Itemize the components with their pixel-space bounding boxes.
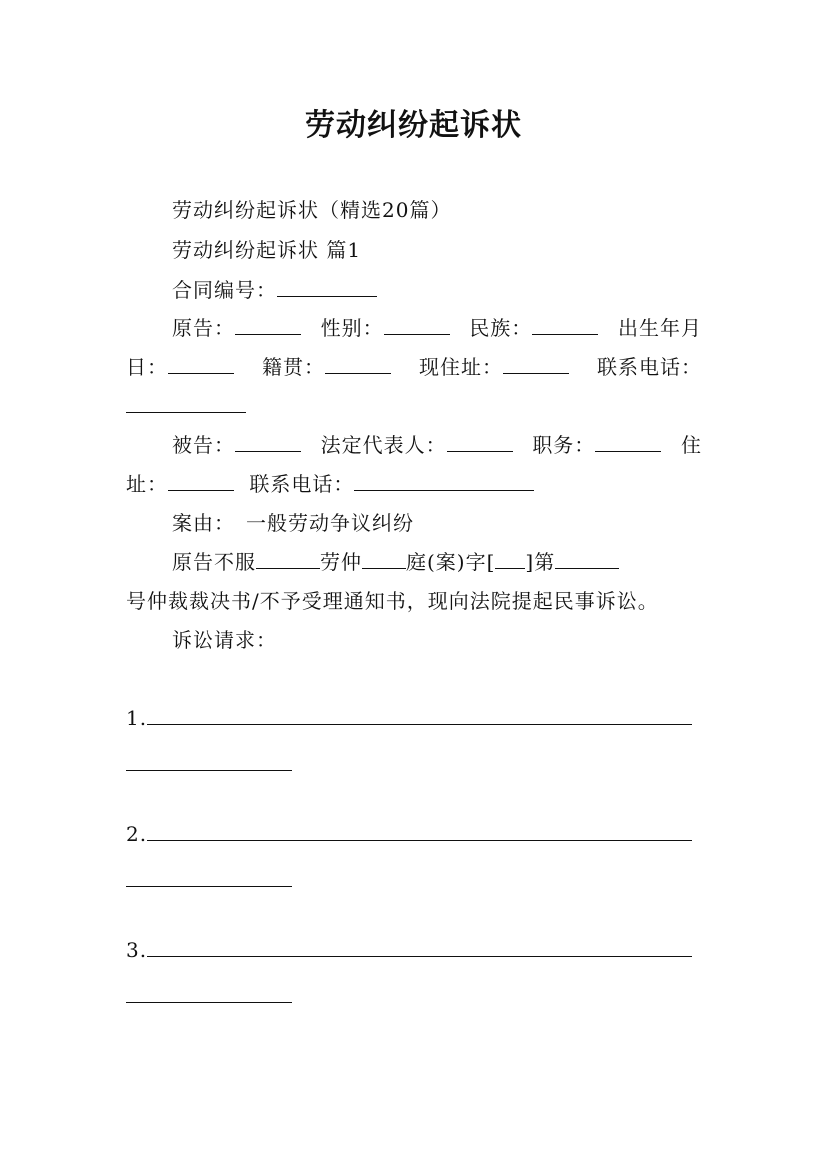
claim-item-2-cont: [126, 860, 702, 900]
claim-item-1: [126, 698, 702, 738]
appeal-text-b: 劳仲: [320, 550, 362, 574]
legal-rep-blank[interactable]: [447, 427, 513, 452]
arbitration-year-blank[interactable]: [495, 544, 525, 569]
claim-item-3-cont: [126, 976, 702, 1016]
defendant-line-2: [126, 464, 702, 504]
appeal-line-2: 号仲裁裁决书/不予受理通知书，现向法院提起民事诉讼。: [126, 589, 659, 613]
birth-label: 出生年月: [617, 316, 702, 340]
claim-item-2: [126, 814, 702, 854]
native-label: 籍贯：: [262, 355, 325, 379]
appeal-line: [126, 542, 702, 582]
arbitration-blank-1[interactable]: [256, 544, 320, 569]
cause-line: 案由： 一般劳动争议纠纷: [172, 511, 414, 535]
residence-label: 住: [680, 433, 702, 457]
plaintiff-blank[interactable]: [235, 310, 301, 335]
residence-blank[interactable]: [168, 466, 234, 491]
contract-number-line: [126, 270, 702, 310]
ethnicity-blank[interactable]: [532, 310, 598, 335]
gender-label: 性别：: [320, 316, 384, 340]
gender-blank[interactable]: [384, 310, 450, 335]
contract-number-label: 合同编号：: [172, 278, 277, 302]
claim-item-1-cont: [126, 744, 702, 784]
subtitle-line: 劳动纠纷起诉状（精选20篇）: [172, 198, 452, 222]
phone-blank-line: [126, 386, 702, 426]
birth-day-label: 日：: [126, 355, 168, 379]
claim-blank-2[interactable]: [147, 816, 692, 841]
claims-heading: 诉讼请求：: [172, 628, 277, 652]
contract-number-blank[interactable]: [277, 272, 377, 297]
claim-number-3: 3.: [126, 938, 148, 962]
address-label: 现住址：: [419, 355, 503, 379]
claim-blank-2b[interactable]: [126, 862, 292, 887]
section-heading: 劳动纠纷起诉状 篇1: [172, 238, 362, 262]
arbitration-number-blank[interactable]: [555, 544, 619, 569]
phone2-blank[interactable]: [354, 466, 534, 491]
defendant-line: [126, 425, 702, 465]
native-blank[interactable]: [325, 349, 391, 374]
claim-number-1: 1.: [126, 706, 148, 730]
arbitration-blank-2[interactable]: [362, 544, 406, 569]
address-blank[interactable]: [503, 349, 569, 374]
claim-item-3: [126, 930, 702, 970]
appeal-text-d: ]第: [525, 550, 556, 574]
defendant-blank[interactable]: [235, 427, 301, 452]
phone-label: 联系电话：: [597, 355, 702, 379]
document-title: 劳动纠纷起诉状: [305, 108, 522, 143]
appeal-text-a: 原告不服: [172, 550, 256, 574]
ethnicity-label: 民族：: [469, 316, 533, 340]
position-blank[interactable]: [595, 427, 661, 452]
claim-blank-3[interactable]: [147, 932, 692, 957]
phone-blank[interactable]: [126, 388, 246, 413]
legal-rep-label: 法定代表人：: [320, 433, 447, 457]
residence-label-2: 址：: [126, 472, 168, 496]
position-label: 职务：: [532, 433, 596, 457]
plaintiff-line: [126, 308, 702, 348]
plaintiff-line-2: [126, 347, 702, 387]
defendant-label: 被告：: [172, 433, 235, 457]
plaintiff-label: 原告：: [172, 316, 235, 340]
birth-blank[interactable]: [168, 349, 234, 374]
claim-blank-1b[interactable]: [126, 746, 292, 771]
claim-blank-1[interactable]: [147, 700, 692, 725]
phone2-label: 联系电话：: [249, 472, 355, 496]
claim-number-2: 2.: [126, 822, 148, 846]
appeal-text-c: 庭(案)字[: [406, 550, 496, 574]
claim-blank-3b[interactable]: [126, 978, 292, 1003]
